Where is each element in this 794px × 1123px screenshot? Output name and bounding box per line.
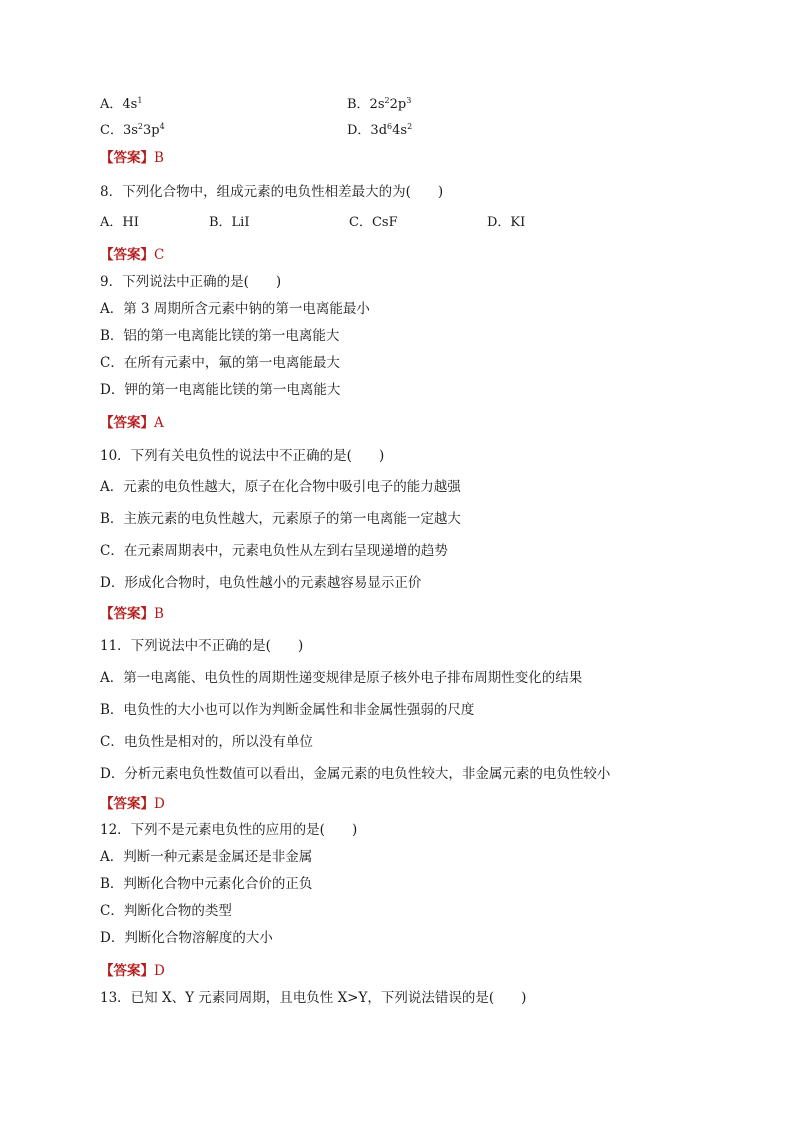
q13-question: 13．已知 X、Y 元素同周期，且电负性 X>Y，下列说法错误的是( ) <box>100 990 527 1006</box>
q8-option-c: C．CsF <box>349 215 398 230</box>
q9-option-c: C．在所有元素中，氟的第一电离能最大 <box>100 355 340 371</box>
q12-option-c: C．判断化合物的类型 <box>100 903 232 919</box>
q7-option-d: D．$3d^64s^2$ <box>347 122 413 138</box>
answer-label: 【答案】 <box>100 247 154 263</box>
q12-option-a: A．判断一种元素是金属还是非金属 <box>100 849 313 865</box>
q12-option-d: D．判断化合物溶解度的大小 <box>100 930 273 946</box>
answer-value: D <box>154 963 165 979</box>
q8-answer <box>100 246 164 264</box>
q9-option-d: D．钾的第一电离能比镁的第一电离能大 <box>100 382 341 398</box>
q10-question: 10．下列有关电负性的说法中不正确的是( ) <box>100 448 385 464</box>
answer-label: 【答案】 <box>100 150 154 166</box>
q7-option-b: B．$2s^22p^3$ <box>347 96 412 112</box>
q9-question: 9．下列说法中正确的是( ) <box>100 274 282 290</box>
q7-option-c: C．$3s^23p^4$ <box>100 122 165 138</box>
answer-label: 【答案】 <box>100 606 154 622</box>
answer-label: 【答案】 <box>100 963 154 979</box>
q10-answer <box>100 605 164 623</box>
q8-option-a: A．HI <box>100 215 139 230</box>
answer-label: 【答案】 <box>100 796 154 812</box>
q7-option-a: A．$4s^1$ <box>100 96 143 112</box>
q12-question: 12．下列不是元素电负性的应用的是( ) <box>100 822 358 838</box>
q11-option-c: C．电负性是相对的，所以没有单位 <box>100 734 313 750</box>
q11-question: 11．下列说法中不正确的是( ) <box>100 638 304 654</box>
answer-value: B <box>154 606 164 622</box>
q8-option-d: D．KI <box>487 215 526 230</box>
q10-option-a: A．元素的电负性越大，原子在化合物中吸引电子的能力越强 <box>100 479 461 495</box>
q10-option-b: B．主族元素的电负性越大，元素原子的第一电离能一定越大 <box>100 511 461 527</box>
q11-option-d: D．分析元素电负性数值可以看出，金属元素的电负性较大，非金属元素的电负性较小 <box>100 766 611 782</box>
answer-value: C <box>154 247 165 263</box>
q8-question: 8．下列化合物中，组成元素的电负性相差最大的为( ) <box>100 184 444 200</box>
q12-answer <box>100 962 165 980</box>
answer-value: A <box>154 415 164 431</box>
q10-option-c: C．在元素周期表中，元素电负性从左到右呈现递增的趋势 <box>100 543 448 559</box>
q12-option-b: B．判断化合物中元素化合价的正负 <box>100 876 313 892</box>
q9-answer <box>100 414 164 432</box>
q10-option-d: D．形成化合物时，电负性越小的元素越容易显示正价 <box>100 575 422 591</box>
q11-option-b: B．电负性的大小也可以作为判断金属性和非金属性强弱的尺度 <box>100 702 475 718</box>
q7-answer <box>100 149 164 167</box>
answer-value: B <box>154 150 164 166</box>
q9-option-b: B．铝的第一电离能比镁的第一电离能大 <box>100 328 340 344</box>
answer-value: D <box>154 796 165 812</box>
q9-option-a: A．第 3 周期所含元素中钠的第一电离能最小 <box>100 301 370 317</box>
q8-option-b: B．LiI <box>209 215 250 230</box>
answer-label: 【答案】 <box>100 415 154 431</box>
q11-option-a: A．第一电离能、电负性的周期性递变规律是原子核外电子排布周期性变化的结果 <box>100 670 583 686</box>
q11-answer <box>100 795 165 813</box>
